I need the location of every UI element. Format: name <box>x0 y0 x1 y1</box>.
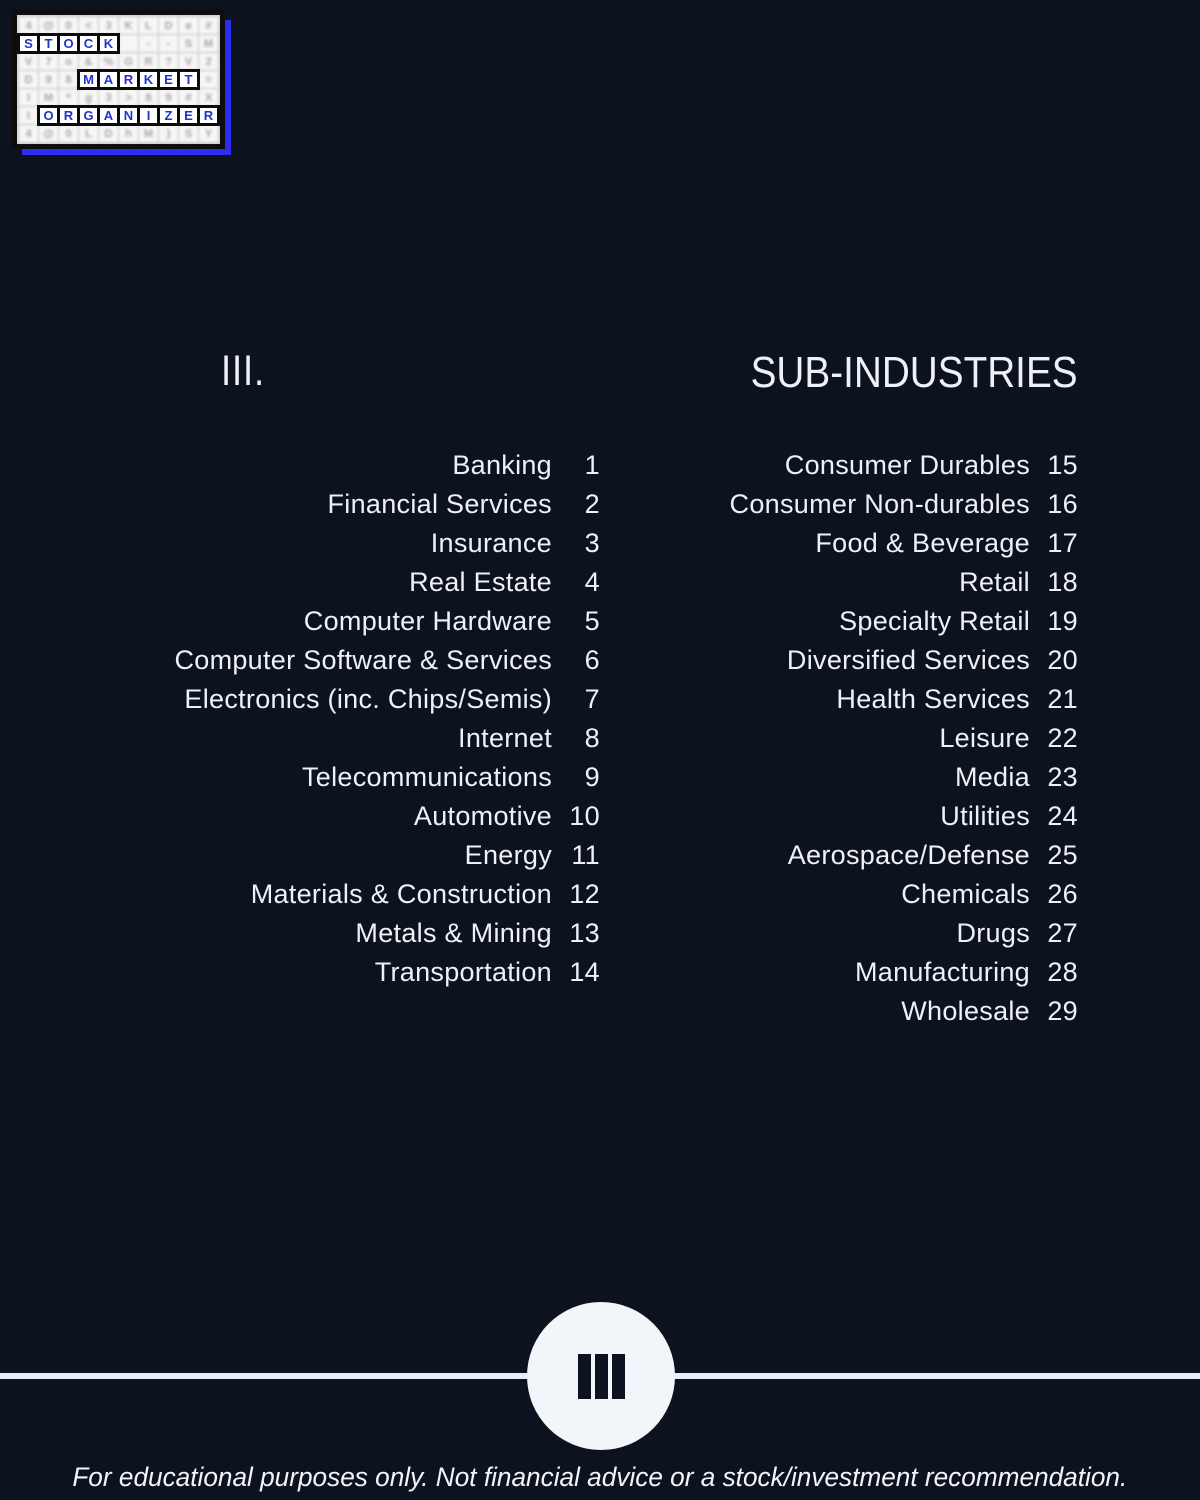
logo-grid-cell: e <box>179 17 198 34</box>
logo-grid-cell: - <box>159 35 178 52</box>
industry-label: Food & Beverage <box>815 528 1030 558</box>
logo-grid-cell: h <box>119 125 138 142</box>
list-item <box>60 875 600 914</box>
list-item <box>558 680 1078 719</box>
logo-grid-cell: M <box>199 35 218 52</box>
industry-number: 21 <box>1047 684 1078 714</box>
industry-number: 2 <box>584 489 600 519</box>
logo-grid-cell <box>119 35 138 52</box>
logo-grid-cell: 0 <box>59 17 78 34</box>
industry-number: 1 <box>584 450 600 480</box>
industry-number: 27 <box>1047 918 1078 948</box>
industry-label: Telecommunications <box>301 762 552 792</box>
logo-grid-cell: g <box>79 89 98 106</box>
industry-label: Wholesale <box>901 996 1030 1026</box>
logo-letter-cell: R <box>117 69 140 90</box>
logo-letter-cell: T <box>37 33 60 54</box>
industry-number: 23 <box>1047 762 1078 792</box>
page-title: SUB-INDUSTRIES <box>750 348 1078 397</box>
list-item <box>60 914 600 953</box>
industry-number: 18 <box>1047 567 1078 597</box>
logo-grid-cell: # <box>179 89 198 106</box>
industry-number: 29 <box>1047 996 1078 1026</box>
logo-letter-cell: Z <box>157 105 180 126</box>
logo-grid-cell: 7 <box>39 53 58 70</box>
logo-letter-cell: M <box>77 69 100 90</box>
industry-number: 17 <box>1047 528 1078 558</box>
industry-number: 5 <box>584 606 600 636</box>
industry-label: Health Services <box>836 684 1030 714</box>
logo-letter-cell: A <box>97 69 120 90</box>
industry-label: Aerospace/Defense <box>787 840 1030 870</box>
industry-number: 28 <box>1047 957 1078 987</box>
industry-number: 19 <box>1047 606 1078 636</box>
industry-label: Computer Software & Services <box>174 645 552 675</box>
industry-number: 8 <box>584 723 600 753</box>
logo-letter-cell: E <box>177 105 200 126</box>
logo-grid-cell: R <box>139 53 158 70</box>
industry-label: Retail <box>959 567 1030 597</box>
list-item <box>558 563 1078 602</box>
list-item <box>60 446 600 485</box>
logo-grid-cell: - <box>139 35 158 52</box>
logo-grid-cell: I <box>19 89 38 106</box>
list-item <box>558 524 1078 563</box>
list-item <box>60 680 600 719</box>
logo-letter-cell: I <box>137 105 160 126</box>
industry-label: Specialty Retail <box>839 606 1030 636</box>
industry-list-left <box>60 446 600 992</box>
industry-label: Drugs <box>956 918 1030 948</box>
logo-grid-cell: M <box>139 125 158 142</box>
list-item <box>60 602 600 641</box>
industry-label: Diversified Services <box>786 645 1030 675</box>
industry-label: Energy <box>464 840 552 870</box>
logo-grid-cell: X <box>199 89 218 106</box>
list-item <box>558 485 1078 524</box>
roman-numeral-bar <box>578 1354 591 1399</box>
industry-number: 3 <box>584 528 600 558</box>
industry-number: 16 <box>1047 489 1078 519</box>
list-item <box>60 719 600 758</box>
roman-numeral-bar <box>612 1354 625 1399</box>
industry-label: Metals & Mining <box>355 918 552 948</box>
industry-number: 14 <box>569 957 600 987</box>
disclaimer-text: For educational purposes only. Not financial advice or a stock/investment recommendation. <box>72 1462 1128 1492</box>
industry-number: 24 <box>1047 801 1078 831</box>
industry-number: 20 <box>1047 645 1078 675</box>
logo-grid-cell: Y <box>199 125 218 142</box>
logo-letter-cell: R <box>197 105 220 126</box>
logo-letter-cell: K <box>97 33 120 54</box>
list-item <box>558 953 1078 992</box>
industry-number: 4 <box>584 567 600 597</box>
logo-grid <box>19 17 218 142</box>
logo-grid-cell: o <box>59 53 78 70</box>
industry-number: 22 <box>1047 723 1078 753</box>
list-item <box>558 836 1078 875</box>
logo-letter-cell: K <box>137 69 160 90</box>
list-item <box>60 836 600 875</box>
logo-grid-cell: @ <box>39 17 58 34</box>
list-item <box>558 797 1078 836</box>
logo-letter-cell: N <box>117 105 140 126</box>
logo-grid-cell: 9 <box>159 89 178 106</box>
logo-grid-cell: & <box>79 53 98 70</box>
logo-grid-cell: 8 <box>59 71 78 88</box>
list-item <box>558 914 1078 953</box>
industry-label: Internet <box>458 723 552 753</box>
logo-grid-cell: 0 <box>59 125 78 142</box>
industry-label: Media <box>954 762 1030 792</box>
logo-grid-cell: D <box>159 17 178 34</box>
industry-label: Real Estate <box>409 567 552 597</box>
list-item <box>558 641 1078 680</box>
industry-number: 10 <box>569 801 600 831</box>
logo-grid-cell: @ <box>39 125 58 142</box>
industry-number: 15 <box>1047 450 1078 480</box>
industry-number: 11 <box>571 840 600 870</box>
industry-number: 25 <box>1047 840 1078 870</box>
logo-grid-cell: 2 <box>199 53 218 70</box>
logo-grid-cell: L <box>79 125 98 142</box>
logo-grid-cell: = <box>199 71 218 88</box>
industry-number: 13 <box>569 918 600 948</box>
logo-grid-cell: G <box>119 53 138 70</box>
list-item <box>60 797 600 836</box>
logo-grid-cell: * <box>59 89 78 106</box>
industry-label: Manufacturing <box>855 957 1030 987</box>
logo-letter-cell: A <box>97 105 120 126</box>
logo-grid-cell: ) <box>159 125 178 142</box>
list-item <box>558 719 1078 758</box>
industry-label: Financial Services <box>327 489 552 519</box>
logo-grid-cell: V <box>179 53 198 70</box>
logo-grid-cell: 3 <box>99 17 118 34</box>
industry-label: Consumer Durables <box>784 450 1030 480</box>
logo-letter-cell: T <box>177 69 200 90</box>
industry-label: Insurance <box>430 528 552 558</box>
disclaimer-footer <box>0 1457 1200 1497</box>
logo-grid-cell: D <box>19 71 38 88</box>
logo-grid-cell: > <box>119 89 138 106</box>
logo-grid-cell: 8 <box>139 89 158 106</box>
industry-number: 6 <box>584 645 600 675</box>
industry-label: Automotive <box>413 801 552 831</box>
logo-letter-cell: S <box>17 33 40 54</box>
list-item <box>60 953 600 992</box>
list-item <box>60 563 600 602</box>
industry-label: Electronics (inc. Chips/Semis) <box>184 684 552 714</box>
logo-grid-cell: 9 <box>39 71 58 88</box>
list-item <box>558 758 1078 797</box>
industry-list-right <box>558 446 1078 1031</box>
logo-grid-cell: S <box>179 35 198 52</box>
logo-grid-cell: S <box>179 125 198 142</box>
logo-grid-cell: # <box>199 17 218 34</box>
industry-label: Transportation <box>374 957 552 987</box>
logo-letter-cell: C <box>77 33 100 54</box>
stock-market-organizer-logo <box>12 10 225 149</box>
roman-numeral-bar <box>595 1354 608 1399</box>
industry-number: 26 <box>1047 879 1078 909</box>
logo-letter-cell: O <box>37 105 60 126</box>
logo-grid-cell: % <box>99 53 118 70</box>
industry-number: 12 <box>569 879 600 909</box>
logo-grid-cell: K <box>119 17 138 34</box>
logo-grid-cell: I <box>19 107 38 124</box>
logo-grid-cell: M <box>39 89 58 106</box>
logo-grid-cell: ? <box>159 53 178 70</box>
logo-grid-cell: V <box>19 53 38 70</box>
industry-number: 7 <box>584 684 600 714</box>
page-marker-circle <box>527 1302 675 1450</box>
industry-label: Computer Hardware <box>303 606 552 636</box>
logo-grid-cell: L <box>139 17 158 34</box>
industry-label: Consumer Non-durables <box>729 489 1030 519</box>
logo-grid-cell: < <box>79 17 98 34</box>
logo-letter-cell: G <box>77 105 100 126</box>
list-item <box>558 446 1078 485</box>
list-item <box>558 992 1078 1031</box>
logo-grid-cell: D <box>99 125 118 142</box>
industry-label: Banking <box>452 450 552 480</box>
industry-label: Materials & Construction <box>250 879 552 909</box>
page-marker-bars <box>578 1354 625 1399</box>
logo-grid-cell: 4 <box>19 125 38 142</box>
industry-label: Utilities <box>940 801 1030 831</box>
list-item <box>60 524 600 563</box>
section-numeral: III. <box>221 347 266 395</box>
industry-label: Leisure <box>939 723 1030 753</box>
list-item <box>558 875 1078 914</box>
logo-letter-cell: O <box>57 33 80 54</box>
list-item <box>60 641 600 680</box>
logo-letter-cell: E <box>157 69 180 90</box>
logo-letter-cell: R <box>57 105 80 126</box>
list-item <box>60 758 600 797</box>
logo-grid-cell: 4 <box>19 17 38 34</box>
list-item <box>558 602 1078 641</box>
list-item <box>60 485 600 524</box>
industry-number: 9 <box>584 762 600 792</box>
logo-grid-cell: 3 <box>99 89 118 106</box>
industry-label: Chemicals <box>901 879 1030 909</box>
